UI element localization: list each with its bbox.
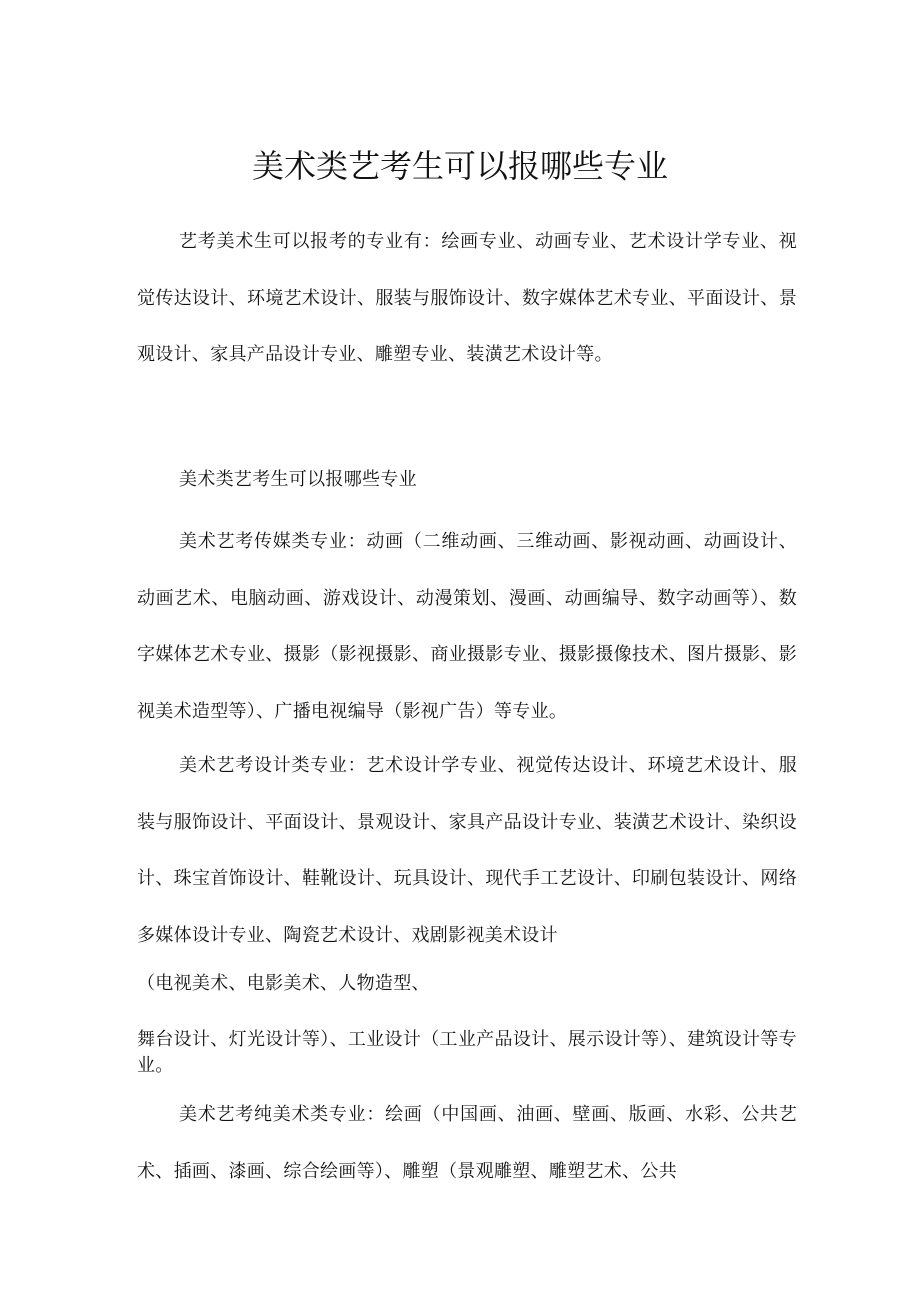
fine-art-majors-paragraph: 美术艺考纯美术类专业：绘画（中国画、油画、壁画、版画、水彩、公共艺术、插画、漆画、综合绘画等）、雕塑（景观雕塑、雕塑艺术、公共	[137, 1104, 797, 1182]
section-heading: 美术类艺考生可以报哪些专业	[179, 469, 417, 490]
design-majors-line-b: 舞台设计、灯光设计等）、工业设计（工业产品设计、展示设计等）、建筑设计等专业。	[137, 1029, 797, 1076]
document-title: 美术类艺考生可以报哪些专业	[251, 147, 668, 185]
design-majors-paragraph: 美术艺考设计类专业：艺术设计学专业、视觉传达设计、环境艺术设计、服装与服饰设计、平面设计、景观设计、家具产品设计专业、装潢艺术设计、染织设计、珠宝首饰设计、鞋靴设计、玩具设计、现代手工艺设计、印刷包装设计、网络多媒体设计专业、陶瓷艺术设计、戏剧影视美术设计	[137, 755, 797, 946]
media-majors-paragraph: 美术艺考传媒类专业：动画（二维动画、三维动画、影视动画、动画设计、动画艺术、电脑动画、游戏设计、动漫策划、漫画、动画编导、数字动画等）、数字媒体艺术专业、摄影（影视摄影、商业摄影专业、摄影摄像技术、图片摄影、影视美术造型等）、广播电视编导（影视广告）等专业。	[137, 531, 797, 722]
intro-paragraph: 艺考美术生可以报考的专业有：绘画专业、动画专业、艺术设计学专业、视觉传达设计、环境艺术设计、服装与服饰设计、数字媒体艺术专业、平面设计、景观设计、家具产品设计专业、雕塑专业、装潢艺术设计等。	[137, 231, 797, 365]
design-majors-line-a: （电视美术、电影美术、人物造型、	[137, 973, 430, 994]
